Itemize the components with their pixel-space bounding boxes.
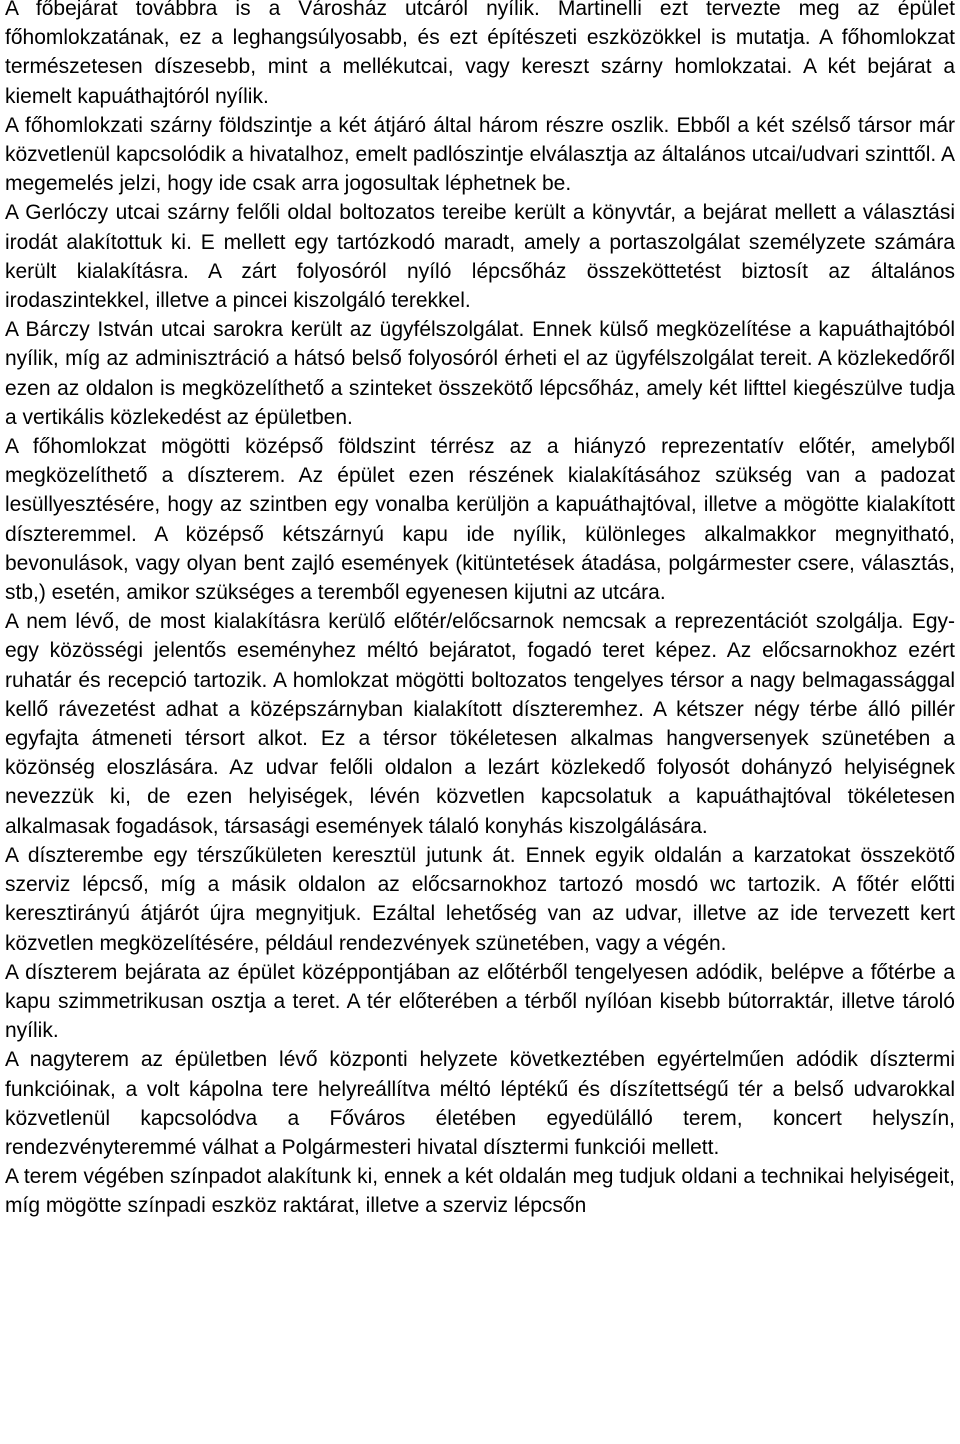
paragraph-hall-passage: A díszterembe egy térszűkületen keresztül jutunk át. Ennek egyik oldalán a karzatokat összekötő szerviz lépcső, míg a másik oldalon az előcsarnokhoz tartozó mosdó wc tartozik. A főtér előtti keresztirányú átjárót újra megnyitjuk. Ezáltal lehetőség van az udvar, illetve az ide tervezett kert közvetlen megközelítésére, például rendezvények szünetében, vagy a végén.	[5, 843, 955, 955]
paragraph-stage: A terem végében színpadot alakítunk ki, ennek a két oldalán meg tudjuk oldani a technikai helyiségeit, míg mögötte színpadi eszköz raktárat, illetve a szerviz lépcsőn	[5, 1165, 955, 1218]
paragraph-gerloczy-wing: A Gerlóczy utcai szárny felőli oldal boltozatos tereibe került a könyvtár, a bejárat mellett a választási irodát alakítottuk ki. E mellett egy tartózkodó maradt, amely a portaszolgálat személyzete számára került kialakításra. A zárt folyosóról nyíló lépcsőház összeköttetést biztosít az általános irodaszintekkel, illetve a pincei kiszolgáló terekkel.	[5, 201, 955, 313]
paragraph-central-foyer: A főhomlokzat mögötti középső földszint térrész az a hiányzó reprezentatív előtér, amelyből megközelíthető a díszterem. Az épület ezen részének kialakításához szükség van a padozat lesüllyesztésére, hogy az szintben egy vonalba kerüljön a kapuáthajtóval, illetve a mögötte kialakított díszteremmel. A középső kétszárnyú kapu ide nyílik, különleges alkalmakkor megnyitható, bevonulások, vagy olyan bent zajló események (kitüntetések átadása, polgármester csere, választás, stb,) esetén, amikor szükséges a teremből egyenesen kijutni az utcára.	[5, 435, 955, 605]
paragraph-ground-floor-division: A főhomlokzati szárny földszintje a két átjáró által három részre oszlik. Ebből a két szélső társor már közvetlenül kapcsolódik a hivatalhoz, emelt padlószintje elválasztja az általános utcai/udvari szinttől. A megemelés jelzi, hogy ide csak arra jogosultak léphetnek be.	[5, 113, 955, 196]
paragraph-main-entrance: A főbejárat továbbra is a Városház utcáról nyílik. Martinelli ezt tervezte meg az épület főhomlokzatának, ez a leghangsúlyosabb, és ezt építészeti eszközökkel is mutatja. A főhomlokzat természetesen díszesebb, mint a mellékutcai, vagy kereszt szárny homlokzatai. A két bejárat a kiemelt kapuáthajtóról nyílik.	[5, 0, 955, 108]
paragraph-great-hall: A nagyterem az épületben lévő központi helyzete következtében egyértelműen adódik dísztermi funkcióinak, a volt kápolna tere helyreállítva méltó léptékű és díszítettségű tér a belső udvarokkal közvetlenül kapcsolódva a Főváros életében egyedülálló terem, koncert helyszín, rendezvényteremmé válhat a Polgármesteri hivatal dísztermi funkciói mellett.	[5, 1048, 955, 1159]
paragraph-hall-entrance: A díszterem bejárata az épület középpontjában az előtérből tengelyesen adódik, belépve a főtérbe a kapu szimmetrikusan osztja a teret. A tér előterében a térből nyílóan kisebb bútorraktár, illetve tároló nyílik.	[5, 960, 955, 1043]
paragraph-customer-service: A Bárczy István utcai sarokra került az ügyfélszolgálat. Ennek külső megközelítése a kapuáthajtóból nyílik, míg az adminisztráció a hátsó belső folyosóról érheti el az ügyfélszolgálat tereit. A közlekedőről ezen az oldalon is megközelíthető a szinteket összekötő lépcsőház, amely két lifttel kiegészülve tudja a vertikális közlekedést az épületben.	[5, 318, 955, 429]
paragraph-lobby: A nem lévő, de most kialakításra kerülő előtér/előcsarnok nemcsak a reprezentációt szolgálja. Egy-egy közösségi jelentős eseményhez méltó bejáratot, fogadó teret képez. Az előcsarnokhoz ezért ruhatár és recepció tartozik. A homlokzat mögötti boltozatos tengelyes térsor a nagy belmagassággal kellő rávezetést adhat a középszárnyban kialakított díszteremhez. A kétszer négy térbe álló pillér egyfajta átmeneti térsort alkot. Ez a térsor tökéletesen alkalmas hangversenyek szünetében a közönség eloszlására. Az udvar felőli oldalon a lezárt közlekedő folyosót dohányzó helyiségnek nevezzük ki, de ezen helyiségek, lévén közvetlen kapcsolatuk a kapuáthajtóval tökéletesen alkalmasak fogadások, társasági események tálaló konyhás kiszolgálására.	[5, 610, 955, 838]
